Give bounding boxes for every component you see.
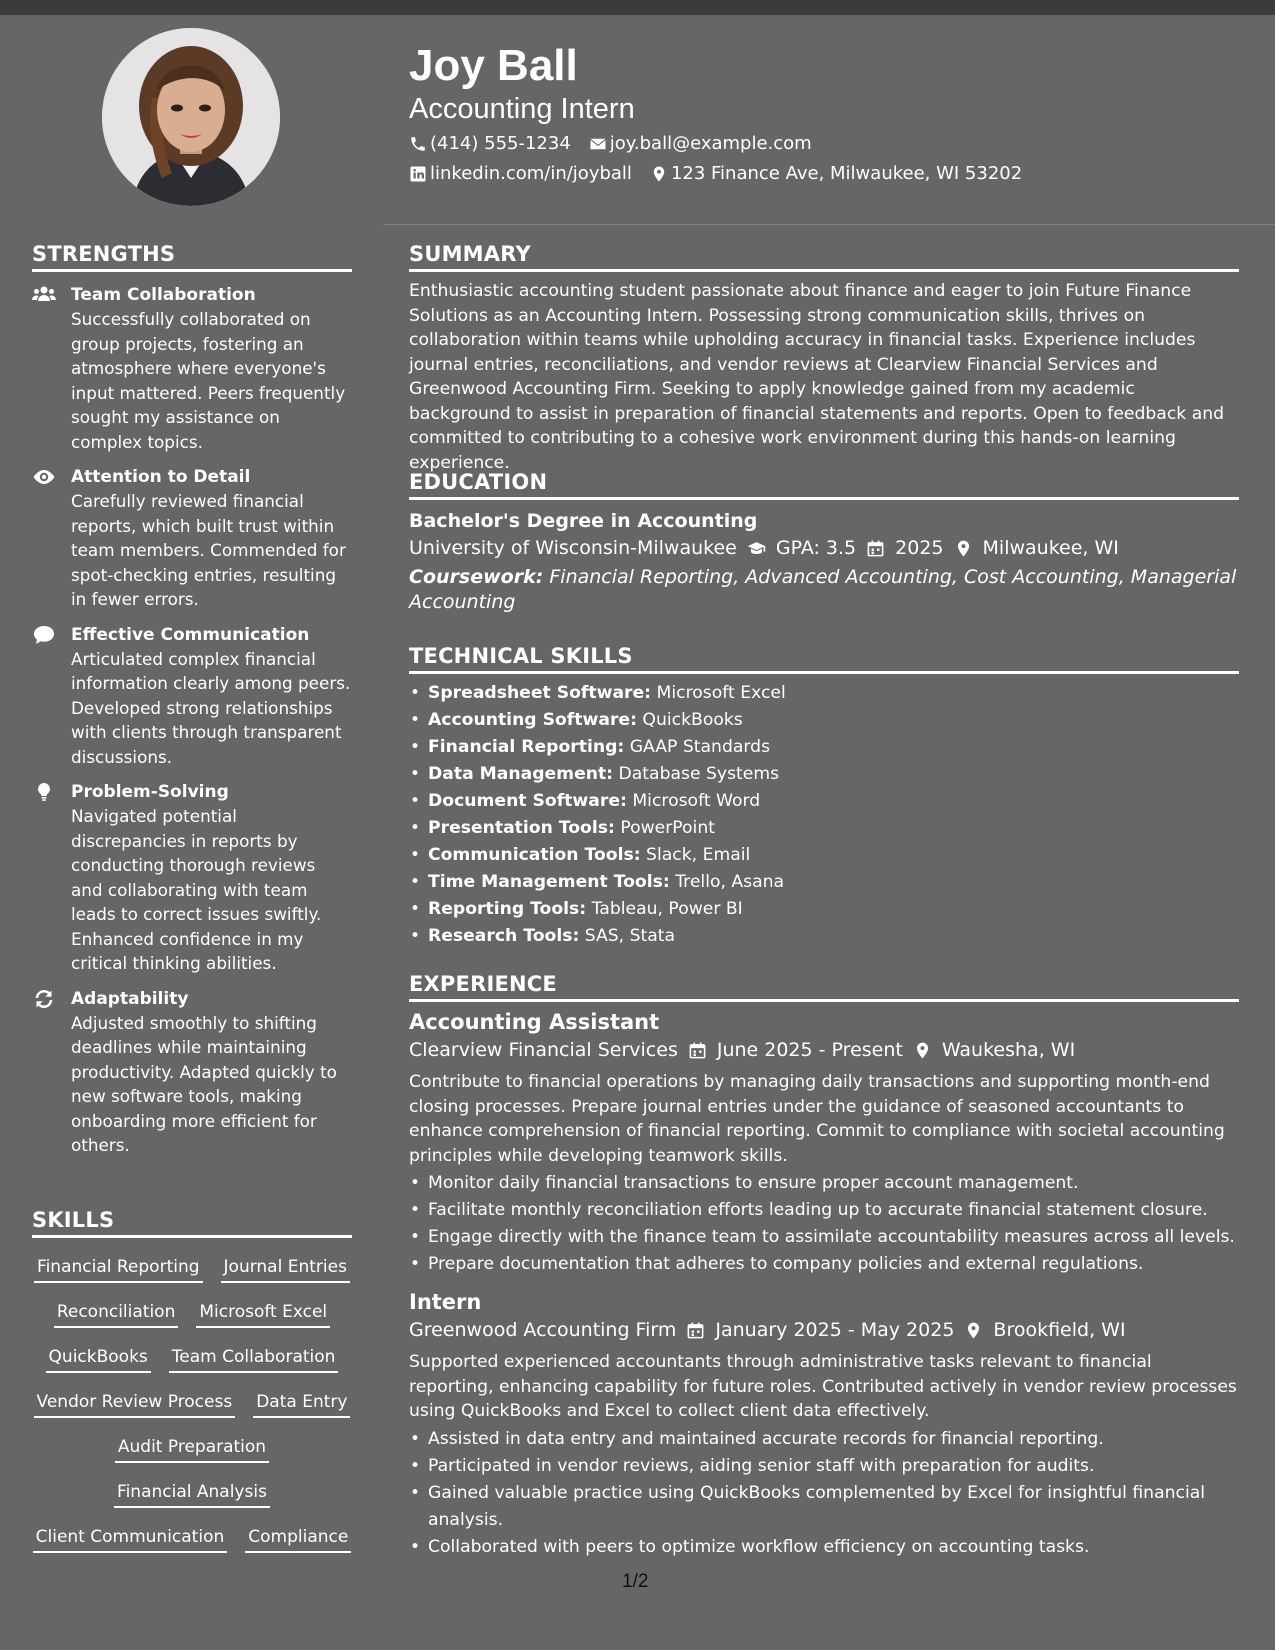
school-location: Milwaukee, WI	[982, 537, 1119, 559]
skill-tag: Audit Preparation	[115, 1435, 269, 1463]
skill-label: Accounting Software:	[428, 710, 637, 730]
skill-tag: Data Entry	[253, 1390, 350, 1418]
envelope-icon	[589, 135, 607, 153]
skill-value: Slack, Email	[646, 845, 751, 865]
skill-tag: Microsoft Excel	[196, 1300, 330, 1328]
job-meta	[409, 1316, 1239, 1344]
skill-tag: QuickBooks	[46, 1345, 151, 1373]
list-item: • Engage directly with the finance team to assimilate accountability measures across all levels.	[409, 1224, 1239, 1251]
calendar-icon	[686, 1321, 705, 1340]
list-item	[409, 869, 1239, 896]
skill-label: Data Management:	[428, 764, 614, 784]
education-heading: EDUCATION	[409, 470, 1239, 500]
skill-tag: Vendor Review Process	[34, 1390, 236, 1418]
header-divider	[383, 224, 1275, 225]
linkedin-text: linkedin.com/in/joyball	[430, 163, 632, 184]
skill-tag: Client Communication	[33, 1525, 228, 1553]
graduation-year: 2025	[895, 537, 944, 559]
experience-heading: EXPERIENCE	[409, 972, 1239, 1002]
summary-heading: SUMMARY	[409, 242, 1239, 272]
strength-item	[32, 284, 352, 454]
calendar-icon	[688, 1041, 707, 1060]
list-item	[409, 842, 1239, 869]
list-item	[409, 680, 1239, 707]
skill-value: QuickBooks	[642, 710, 743, 730]
linkedin-contact[interactable]	[409, 161, 632, 187]
skill-value: PowerPoint	[620, 818, 715, 838]
list-item	[409, 788, 1239, 815]
technical-skills-section	[409, 644, 1239, 950]
linkedin-icon	[409, 165, 427, 183]
phone-text: (414) 555-1234	[430, 133, 571, 154]
education-section	[409, 470, 1239, 615]
job-title: Intern	[409, 1290, 482, 1314]
skill-tag: Journal Entries	[221, 1255, 350, 1283]
job-dates: June 2025 - Present	[716, 1039, 903, 1061]
skill-value: Microsoft Excel	[656, 683, 786, 703]
strength-item	[32, 988, 352, 1158]
skill-label: Research Tools:	[428, 926, 580, 946]
eye-icon	[32, 467, 56, 487]
graduation-cap-icon	[747, 539, 766, 558]
coursework-list: Financial Reporting, Advanced Accounting, Cost Accounting, Managerial Accounting	[409, 566, 1237, 613]
map-pin-icon	[954, 539, 973, 558]
map-pin-icon	[650, 165, 668, 183]
strength-title: Attention to Detail	[71, 467, 251, 487]
strength-title: Problem-Solving	[71, 782, 229, 802]
speech-bubble-icon	[32, 625, 56, 645]
contact-row-1	[409, 131, 1229, 157]
skill-value: GAAP Standards	[629, 737, 771, 757]
job-title: Accounting Assistant	[409, 1010, 660, 1034]
skills-section	[32, 1208, 352, 1561]
list-item	[409, 761, 1239, 788]
address-text: 123 Finance Ave, Milwaukee, WI 53202	[670, 163, 1023, 184]
summary-section	[409, 242, 1239, 475]
coursework-label: Coursework:	[409, 566, 544, 588]
education-meta	[409, 534, 1239, 562]
technical-skills-list	[409, 680, 1239, 950]
strength-title: Effective Communication	[71, 624, 310, 645]
job-location: Brookfield, WI	[993, 1319, 1126, 1341]
lightbulb-icon	[32, 782, 56, 802]
list-item	[409, 923, 1239, 950]
summary-text: Enthusiastic accounting student passionate about finance and eager to join Future Finance Solutions as an Accounting Intern. Possessing strong communication skills, thrives on collaboration within teams while upholding accuracy in financial tasks. Experience includes journal entries, reconciliations, and vendor reviews at Clearview Financial Services and Greenwood Accounting Firm. Seeking to apply knowledge gained from my academic background to assist in preparation of financial statements and reports. Open to feedback and committed to contributing to a cohesive work environment during this hands-on learning experience.	[409, 281, 1225, 473]
gpa-text: GPA: 3.5	[775, 537, 857, 559]
map-pin-icon	[964, 1321, 983, 1340]
list-item	[409, 815, 1239, 842]
strength-item	[32, 781, 352, 976]
strength-description: Adjusted smoothly to shifting deadlines while maintaining productivity. Adapted quickly to new software tools, making onboarding more efficient for others.	[71, 1012, 337, 1155]
strength-title: Team Collaboration	[71, 285, 256, 305]
skill-value: Microsoft Word	[632, 791, 761, 811]
company-name: Greenwood Accounting Firm	[409, 1319, 677, 1341]
skill-tag: Reconciliation	[54, 1300, 179, 1328]
strength-description: Navigated potential discrepancies in reports by conducting thorough reviews and collaborating with team leads to correct issues swiftly. Enhanced confidence in my critical thinking abilities.	[71, 806, 322, 973]
skill-value: Tableau, Power BI	[591, 899, 743, 919]
strengths-heading: STRENGTHS	[32, 242, 352, 272]
skill-value: SAS, Stata	[584, 926, 676, 946]
skill-label: Document Software:	[428, 791, 627, 811]
map-pin-icon	[913, 1041, 932, 1060]
candidate-name: Joy Ball	[409, 41, 578, 90]
degree-title: Bachelor's Degree in Accounting	[409, 510, 758, 532]
list-item: • Gained valuable practice using QuickBooks complemented by Excel for insightful financial analysis.	[409, 1480, 1239, 1534]
skill-value: Database Systems	[618, 764, 780, 784]
phone-contact	[409, 131, 571, 157]
company-name: Clearview Financial Services	[409, 1039, 678, 1061]
list-item: • Collaborated with peers to optimize workflow efficiency on accounting tasks.	[409, 1534, 1239, 1561]
list-item	[409, 734, 1239, 761]
skill-label: Financial Reporting:	[428, 737, 625, 757]
page-number: 1/2	[622, 1571, 649, 1592]
email-contact[interactable]	[589, 131, 812, 157]
calendar-icon	[866, 539, 885, 558]
skill-tag: Financial Reporting	[34, 1255, 203, 1283]
list-item: • Prepare documentation that adheres to company policies and external regulations.	[409, 1251, 1239, 1278]
strengths-section	[32, 242, 352, 1158]
job-description: Contribute to financial operations by managing daily transactions and supporting month-end closing processes. Prepare journal entries under the guidance of seasoned accountants to enhance comprehension of financial reporting. Commit to compliance with societal accounting principles while developing teamwork skills.	[409, 1072, 1225, 1166]
technical-skills-heading: TECHNICAL SKILLS	[409, 644, 1239, 674]
list-item	[409, 707, 1239, 734]
users-icon	[32, 285, 56, 305]
strength-item	[32, 466, 352, 612]
skill-label: Communication Tools:	[428, 845, 641, 865]
skill-label: Reporting Tools:	[428, 899, 587, 919]
skills-heading: SKILLS	[32, 1208, 352, 1238]
job-meta	[409, 1036, 1239, 1064]
strength-description: Articulated complex financial information clearly among peers. Developed strong relationships with clients through transparent discussions.	[71, 648, 351, 767]
resume-header	[409, 40, 1229, 187]
skill-tag: Team Collaboration	[169, 1345, 339, 1373]
contact-row-2	[409, 161, 1229, 187]
candidate-title: Accounting Intern	[409, 93, 635, 125]
job-bullets	[409, 1170, 1239, 1278]
school-name: University of Wisconsin-Milwaukee	[409, 537, 737, 559]
skill-tag: Financial Analysis	[114, 1480, 270, 1508]
list-item: • Facilitate monthly reconciliation efforts leading up to accurate financial statement closure.	[409, 1197, 1239, 1224]
skill-value: Trello, Asana	[675, 872, 785, 892]
job-location: Waukesha, WI	[941, 1039, 1076, 1061]
skill-label: Presentation Tools:	[428, 818, 615, 838]
email-text: joy.ball@example.com	[609, 133, 812, 154]
list-item: • Monitor daily financial transactions to ensure proper account management.	[409, 1170, 1239, 1197]
skill-label: Time Management Tools:	[428, 872, 670, 892]
experience-section	[409, 972, 1239, 1561]
skills-tags	[32, 1246, 352, 1561]
coursework	[409, 565, 1239, 615]
skill-tag: Compliance	[245, 1525, 351, 1553]
list-item: • Assisted in data entry and maintained accurate records for financial reporting.	[409, 1426, 1239, 1453]
strength-description: Successfully collaborated on group projects, fostering an atmosphere where everyone's input mattered. Peers frequently sought my assistance on complex topics.	[71, 309, 346, 452]
top-bar	[0, 0, 1275, 15]
skill-label: Spreadsheet Software:	[428, 683, 652, 703]
profile-photo	[102, 28, 280, 206]
address-contact	[650, 161, 1022, 187]
job-description: Supported experienced accountants through administrative tasks relevant to financial reporting, enhancing capability for future roles. Contributed actively in vendor review processes using QuickBooks and Excel to collect client data effectively.	[409, 1352, 1237, 1421]
strength-description: Carefully reviewed financial reports, which built trust within team members. Commended for spot-checking entries, resulting in fewer errors.	[71, 491, 346, 609]
strength-title: Adaptability	[71, 988, 189, 1009]
job-bullets	[409, 1426, 1239, 1561]
job-dates: January 2025 - May 2025	[715, 1319, 955, 1341]
list-item	[409, 896, 1239, 923]
phone-icon	[409, 135, 427, 153]
strength-item	[32, 624, 352, 770]
refresh-icon	[32, 989, 56, 1009]
list-item: • Participated in vendor reviews, aiding senior staff with preparation for audits.	[409, 1453, 1239, 1480]
